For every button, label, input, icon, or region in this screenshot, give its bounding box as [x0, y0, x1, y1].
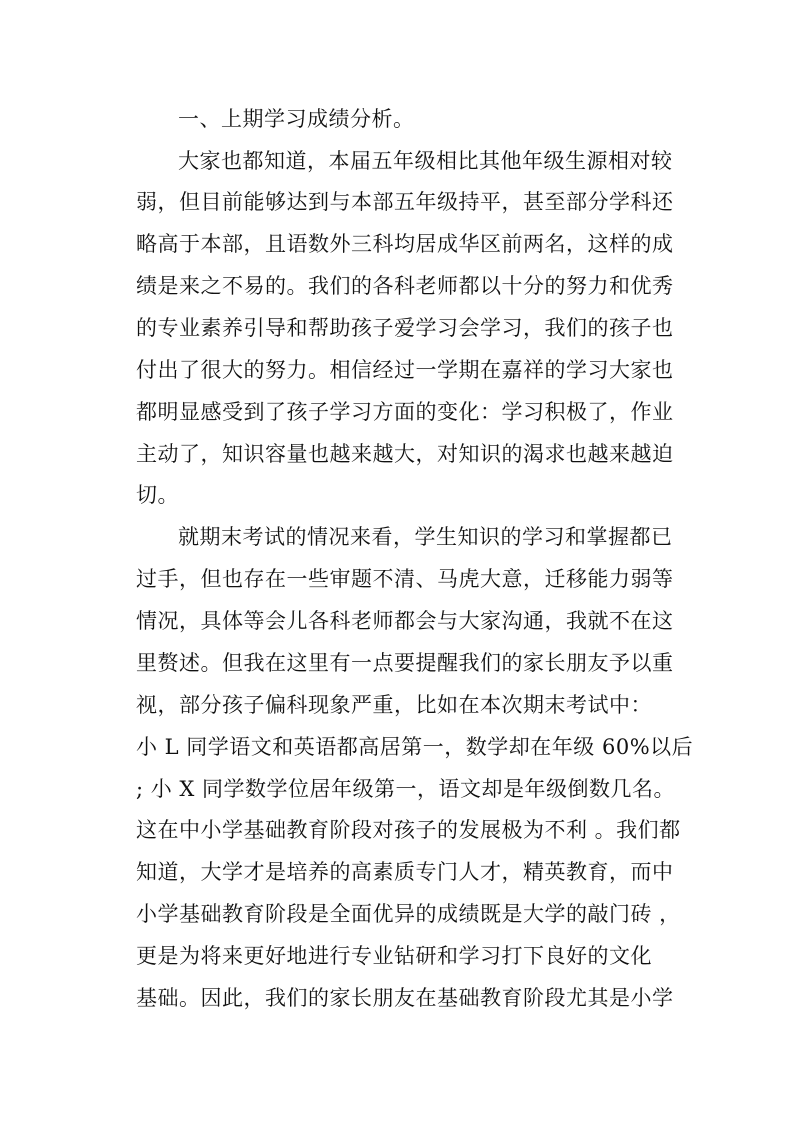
- paragraph-line: 视，部分孩子偏科现象严重，比如在本次期末考试中：: [136, 693, 652, 717]
- paragraph-line: 付出了很大的努力。相信经过一学期在嘉祥的学习大家也: [136, 358, 674, 382]
- paragraph-line: 里赘述。但我在这里有一点要提醒我们的家长朋友予以重: [136, 651, 674, 675]
- paragraph-line: 弱，但目前能够达到与本部五年级持平，甚至部分学科还: [136, 190, 674, 214]
- paragraph-line: 都明显感受到了孩子学习方面的变化：学习积极了，作业: [136, 400, 674, 424]
- paragraph-line: 大家也都知道，本届五年级相比其他年级生源相对较: [178, 149, 673, 173]
- paragraph-line: 基础。因此，我们的家长朋友在基础教育阶段尤其是小学: [136, 986, 674, 1010]
- paragraph-line: 略高于本部，且语数外三科均居成华区前两名，这样的成: [136, 232, 674, 256]
- paragraph-line: 主动了，知识容量也越来越大，对知识的渴求也越来越迫: [136, 442, 674, 466]
- paragraph-line: 过手，但也存在一些审题不清、马虎大意，迁移能力弱等: [136, 567, 674, 591]
- paragraph-line: 知道，大学才是培养的高素质专门人才，精英教育，而中: [136, 860, 674, 884]
- paragraph-line: 切。: [136, 483, 179, 507]
- paragraph-line: 就期末考试的情况来看，学生知识的学习和掌握都已: [178, 525, 673, 549]
- paragraph-line: 小 L 同学语文和英语都高居第一，数学却在年级 60%以后: [136, 735, 694, 759]
- paragraph-line: 更是为将来更好地进行专业钻研和学习打下良好的文化: [136, 944, 652, 968]
- paragraph-line: 绩是来之不易的。我们的各科老师都以十分的努力和优秀: [136, 274, 674, 298]
- paragraph-line: 这在中小学基础教育阶段对孩子的发展极为不利 。我们都: [136, 818, 681, 842]
- paragraph-line: 小学基础教育阶段是全面优异的成绩既是大学的敲门砖 ，: [136, 902, 681, 926]
- paragraph-line: ; 小 X 同学数学位居年级第一，语文却是年级倒数几名。: [136, 777, 676, 801]
- section-heading: 一、上期学习成绩分析。: [178, 107, 415, 131]
- paragraph-line: 的专业素养引导和帮助孩子爱学习会学习，我们的孩子也: [136, 316, 674, 340]
- paragraph-line: 情况，具体等会儿各科老师都会与大家沟通，我就不在这: [136, 609, 674, 633]
